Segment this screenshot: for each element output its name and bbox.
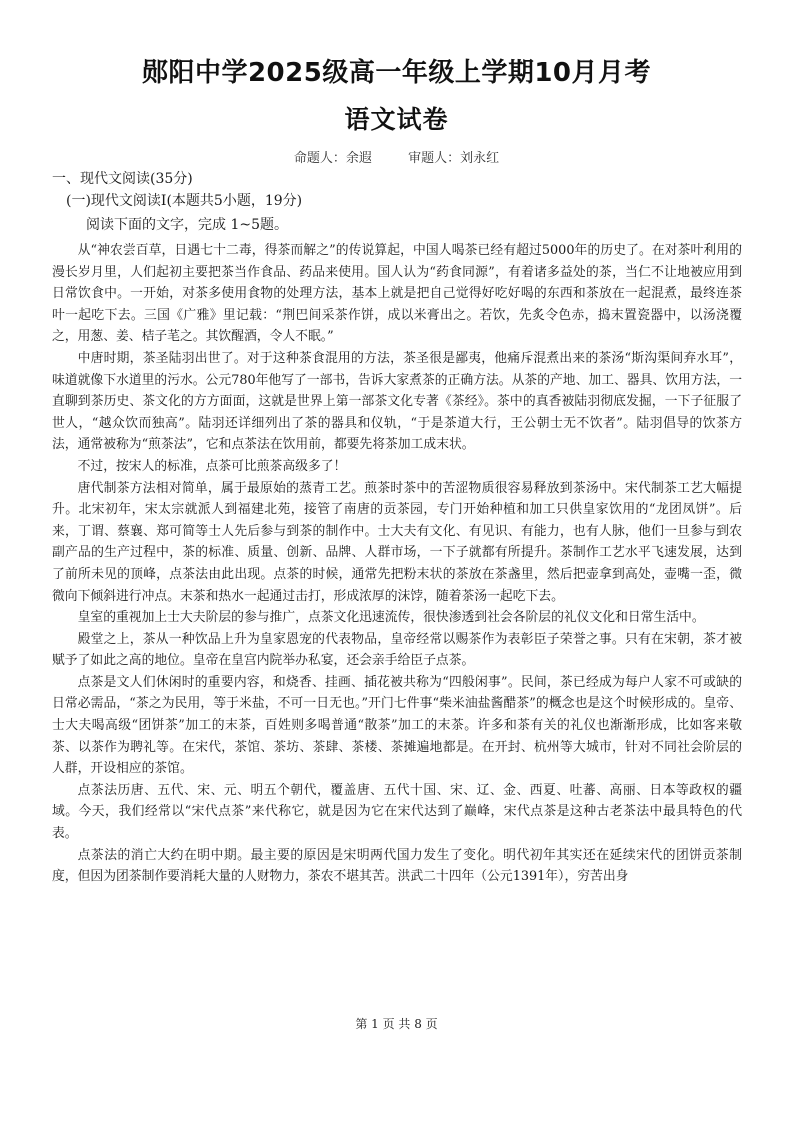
article-paragraph: 点茶是文人们休闲时的重要内容，和烧香、挂画、插花被共称为“四般闲事”。民间，茶已经成为每户人家不可或缺的日常必需品，“茶之为民用，等于米盐，不可一日无也。”开门七件事“柴米油盐酱醋茶”的概念也是这个时候形成的。皇帝、士大夫喝高级“团饼茶”加工的末茶，百姓则多喝普通“散茶”加工的末茶。许多和茶有关的礼仪也渐渐形成，比如客来敬茶、以茶作为聘礼等。在宋代，茶馆、茶坊、茶肆、茶楼、茶摊遍地都是。在开封、杭州等大城市，针对不同社会阶层的人群，开设相应的茶馆。: [52, 674, 742, 777]
exam-subtitle: 语文试卷: [344, 105, 449, 134]
article-paragraph: 殿堂之上，茶从一种饮品上升为皇家恩宠的代表物品，皇帝经常以赐茶作为表彰臣子荣誉之事。只有在宋朝，茶才被赋予了如此之高的地位。皇帝在皇宫内院举办私宴，还会亲手给臣子点茶。: [52, 631, 742, 669]
setter-name: 命题人：余遐: [293, 151, 372, 166]
article-paragraph: 点茶法历唐、五代、宋、元、明五个朝代，覆盖唐、五代十国、宋、辽、金、西夏、吐蕃、高丽、日本等政权的疆域。今天，我们经常以“宋代点茶”来代称它，就是因为它在宋代达到了巅峰，宋代点茶是这种古老茶法中最具特色的代表。: [52, 782, 742, 842]
reviewer-name: 审题人：刘永红: [408, 151, 500, 166]
article-body: [52, 240, 742, 888]
article-paragraph: 皇室的重视加上士大夫阶层的参与推广，点茶文化迅速流传，很快渗透到社会各阶层的礼仪文化和日常生活中。: [77, 610, 705, 626]
exam-title: 郧阳中学2025级高一年级上学期10月月考: [141, 58, 652, 88]
section-heading: 一、现代文阅读(35分): [52, 171, 193, 187]
article-paragraph: 中唐时期，茶圣陆羽出世了。对于这种茶食混用的方法，茶圣很是鄙夷，他痛斥混煮出来的茶汤“斯沟渠间弃水耳”，味道就像下水道里的污水。公元780年他写了一部书，告诉大家煮茶的正确方法。从茶的产地、加工、器具、饮用方法，一直聊到茶历史、茶文化的方方面面，这就是世界上第一部茶文化专著《茶经》。茶中的真香被陆羽彻底发掘，一下子征服了世人，“越众饮而独高”。陆羽还详细列出了茶的器具和仪轨，“于是茶道大行，王公朝士无不饮者”。陆羽倡导的饮茶方法，通常被称为“煎茶法”，它和点茶法在饮用前，都要先将茶加工成末状。: [52, 350, 742, 453]
subsection-heading: (一)现代文阅读Ⅰ(本题共5小题，19分): [66, 193, 303, 209]
article-paragraph: 唐代制茶方法相对简单，属于最原始的蒸青工艺。煎茶时茶中的苦涩物质很容易释放到茶汤中。宋代制茶工艺大幅提升。北宋初年，宋太宗就派人到福建北苑，接管了南唐的贡茶园，专门开始种植和加工只供皇家饮用的“龙团凤饼”。后来，丁谓、蔡襄、郑可简等士人先后参与到茶的制作中。士大夫有文化、有见识、有能力，也有人脉，他们一旦参与到农副产品的生产过程中，茶的标准、质量、创新、品牌、人群市场，一下子就都有所提升。茶制作工艺水平飞速发展，达到了前所未见的顶峰，点茶法由此出现。点茶的时候，通常先把粉末状的茶放在茶盏里，然后把壶拿到高处，壶嘴一歪，微微向下倾斜进行冲点。末茶和热水一起通过击打，形成浓厚的沫饽，随着茶汤一起吃下去。: [52, 480, 742, 604]
page-number: 第 1 页 共 8 页: [355, 1017, 438, 1031]
reading-instruction: 阅读下面的文字，完成 1~5题。: [86, 217, 288, 233]
article-paragraph: 不过，按宋人的标准，点茶可比煎茶高级多了！: [77, 458, 347, 474]
article-paragraph: 点茶法的消亡大约在明中期。最主要的原因是宋明两代国力发生了变化。明代初年其实还在延续宋代的团饼贡茶制度，但因为团茶制作要消耗大量的人财物力，茶农不堪其苦。洪武二十四年（公元1391年），穷苦出身: [52, 847, 742, 885]
authors-line: [0, 147, 793, 166]
article-paragraph: 从“神农尝百草，日遇七十二毒，得茶而解之”的传说算起，中国人喝茶已经有超过5000年的历史了。在对茶叶利用的漫长岁月里，人们起初主要把茶当作食品、药品来使用。国人认为“药食同源”，有着诸多益处的茶，当仁不让地被应用到日常饮食中。一开始，对茶多使用食物的处理方法，基本上就是把自己觉得好吃好喝的东西和茶放在一起混煮，最终连茶叶一起吃下去。三国《广雅》里记载：“荆巴间采茶作饼，成以米膏出之。若饮，先炙令色赤，捣末置瓷器中，以汤浇覆之，用葱、姜、桔子芼之。其饮醒酒，令人不眠。”: [52, 243, 742, 345]
